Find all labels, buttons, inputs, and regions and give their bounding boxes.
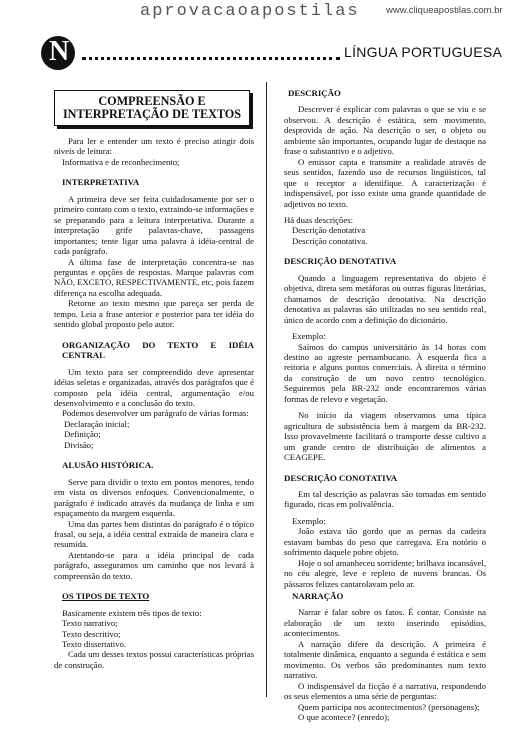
list-item: Descrição denotativa xyxy=(292,225,366,236)
example-label: Exemplo: xyxy=(292,331,326,342)
list-item: Declaração inicial; xyxy=(64,418,130,429)
heading-interpretativa: INTERPRETATIVA xyxy=(62,177,140,188)
paragraph: Quando a linguagem representativa do objeto é objetiva, direta sem metáforas ou outras figuras literárias, chamamos de descrição denotativa. Na descrição denotativa as palavras são utilizadas no seu sentido real, único de acordo com a definição do dicionário. xyxy=(284,272,486,325)
paragraph: Basicamente existem três tipos de texto: xyxy=(62,607,202,618)
list-item: Texto descritivo; xyxy=(62,628,121,639)
left-column xyxy=(54,88,254,670)
heading-descricao: DESCRIÇÃO xyxy=(288,88,341,98)
paragraph: O emissor capta e transmite a realidade através de seus sentidos, fazendo uso de recursos lingüísticos, tal que o receptor a identifique. A caracterização é indispensável, por isso existe uma grande quantidade de adjetivos no texto. xyxy=(284,156,486,209)
paragraph: Narrar é falar sobre os fatos. É contar. Consiste na elaboração de um texto inserindo episódios, acontecimentos. xyxy=(284,607,486,639)
list-item: Texto narrativo; xyxy=(62,618,118,629)
paragraph: Há duas descrições: xyxy=(284,214,353,225)
header-dotted-rule xyxy=(82,47,340,60)
heading-conotativa: DESCRIÇÃO CONOTATIVA xyxy=(284,472,398,483)
paragraph: A primeira deve ser feita cuidadosamente por ser o primeiro contato com o texto, extraindo-se informações e se preparando para a leitura interpretativa. Durante a interpretação grife palavras-chave, passagens importantes; tente ligar uma palavra à idéia-central de cada parágrafo. xyxy=(54,193,254,257)
paragraph: Cada um desses textos possui características próprias de construção. xyxy=(54,649,254,670)
paragraph: Para ler e entender um texto é preciso atingir dois níveis de leitura: xyxy=(54,136,254,157)
heading-alusao: ALUSÃO HISTÓRICA. xyxy=(62,460,154,471)
paragraph: Serve para dividir o texto em pontos menores, tendo em vista os diversos enfoques. Convencionalmente, o parágrafo é indicado através da mudança de linha e um espaçamento da margem esquerda. xyxy=(54,476,254,519)
heading-tipos: OS TIPOS DE TEXTO xyxy=(62,591,150,602)
paragraph: Em tal descrição as palavras são tomadas em sentido figurado, ricas em polivalência. xyxy=(284,488,486,510)
list-item: Texto dissertativo. xyxy=(62,639,127,650)
heading-denotativa: DESCRIÇÃO DENOTATIVA xyxy=(284,256,397,267)
list-item: Quem participa nos acontecimentos? (personagens); xyxy=(298,701,480,712)
list-item: Definição; xyxy=(64,429,101,440)
paragraph: João estava tão gordo que as pernas da cadeira estavam bambas do peso que carregava. Era notório o sofrimento daquele pobre objeto. xyxy=(284,526,486,558)
paragraph: No início da viagem observamos uma típica agricultura de subsistência bem à margem da BR-232. Isso provavelmente facilitará o transporte desse cultivo a um grande centro de distribuição de alimentos a CEAGEPE. xyxy=(284,410,486,463)
section-title-box: COMPREENSÃO E INTERPRETAÇÃO DE TEXTOS xyxy=(54,90,250,126)
list-item: Descrição conotativa. xyxy=(292,235,368,246)
paragraph: Descrever é explicar com palavras o que se viu e se observou. A descrição é estática, sem movimento, desprovida de ação. Na descrição o ser, o objeto ou ambiente são importantes, ocupando lugar de destaque na frase o substantivo e o adjetivo. xyxy=(284,104,486,157)
paragraph: Retorne ao texto mesmo que pareça ser perda de tempo. Leia a frase anterior e posterior para ter idéia do sentido global proposto pelo autor. xyxy=(54,298,254,330)
paragraph: Saímos do campus universitário às 14 horas com destino ao agreste pernambucano. À esquerda fica a reitoria e alguns pontos comerciais. À direita o término da construção de um novo centro tecnológico. Seguiremos pela BR-232 onde encontraremos várias formas de relevo e vegetação. xyxy=(284,341,486,404)
paragraph: Podemos desenvolver um parágrafo de várias formas: xyxy=(62,408,249,419)
paragraph: A última fase de interpretação concentra-se nas perguntas e opções de respostas. Marque palavras com NÃO, EXCETO, RESPECTIVAMENTE, etc, pois fazem diferença na escolha adequada. xyxy=(54,256,254,298)
logo-letter: N xyxy=(49,36,70,67)
watermark-text: aprovacaoapostilas xyxy=(140,2,360,21)
website-link[interactable]: www.cliqueapostilas.com.br xyxy=(386,5,503,16)
paragraph: Um texto para ser compreendido deve apresentar idéias seletas e organizadas, através dos parágrafos que é composto pela idéia central, argumentação e/ou desenvolvimento e a conclusão do texto. xyxy=(54,366,254,408)
heading-organizacao: ORGANIZAÇÃO DO TEXTO E IDÉIA CENTRAL xyxy=(62,339,254,361)
paragraph: Atentando-se para a idéia principal de cada parágrafo, asseguramos um caminho que nos levará à compreensão do texto. xyxy=(54,549,254,581)
right-column xyxy=(284,88,486,722)
paragraph: A narração difere da descrição. A primeira é totalmente dinâmica, enquanto a segunda é estática e sem movimento. Os verbos são predominantes num texto narrativo. xyxy=(284,638,486,681)
publisher-logo-icon xyxy=(41,36,75,70)
paragraph: Uma das partes bem distintas do parágrafo é o tópico frasal, ou seja, a idéia central extraída de maneira clara e resumida. xyxy=(54,518,254,550)
example-label: Exemplo: xyxy=(292,515,326,526)
paragraph: Informativa e de reconhecimento; xyxy=(62,156,180,167)
heading-narracao: NARRAÇÃO xyxy=(292,591,344,602)
paragraph: O indispensável da ficção é a narrativa, respondendo os seus elementos a uma série de perguntas: xyxy=(284,680,486,702)
list-item: Divisão; xyxy=(64,439,94,450)
column-divider xyxy=(266,82,267,697)
list-item: O que acontece? (enredo); xyxy=(298,712,390,723)
paragraph: Hoje o sol amanheceu sorridente; brilhava incansável, no céu alegre, leve e repleto de nuvens brancas. Os pássaros felizes cantarolavam pelo ar. xyxy=(284,557,486,589)
subject-title: LÍNGUA PORTUGUESA xyxy=(344,44,503,60)
